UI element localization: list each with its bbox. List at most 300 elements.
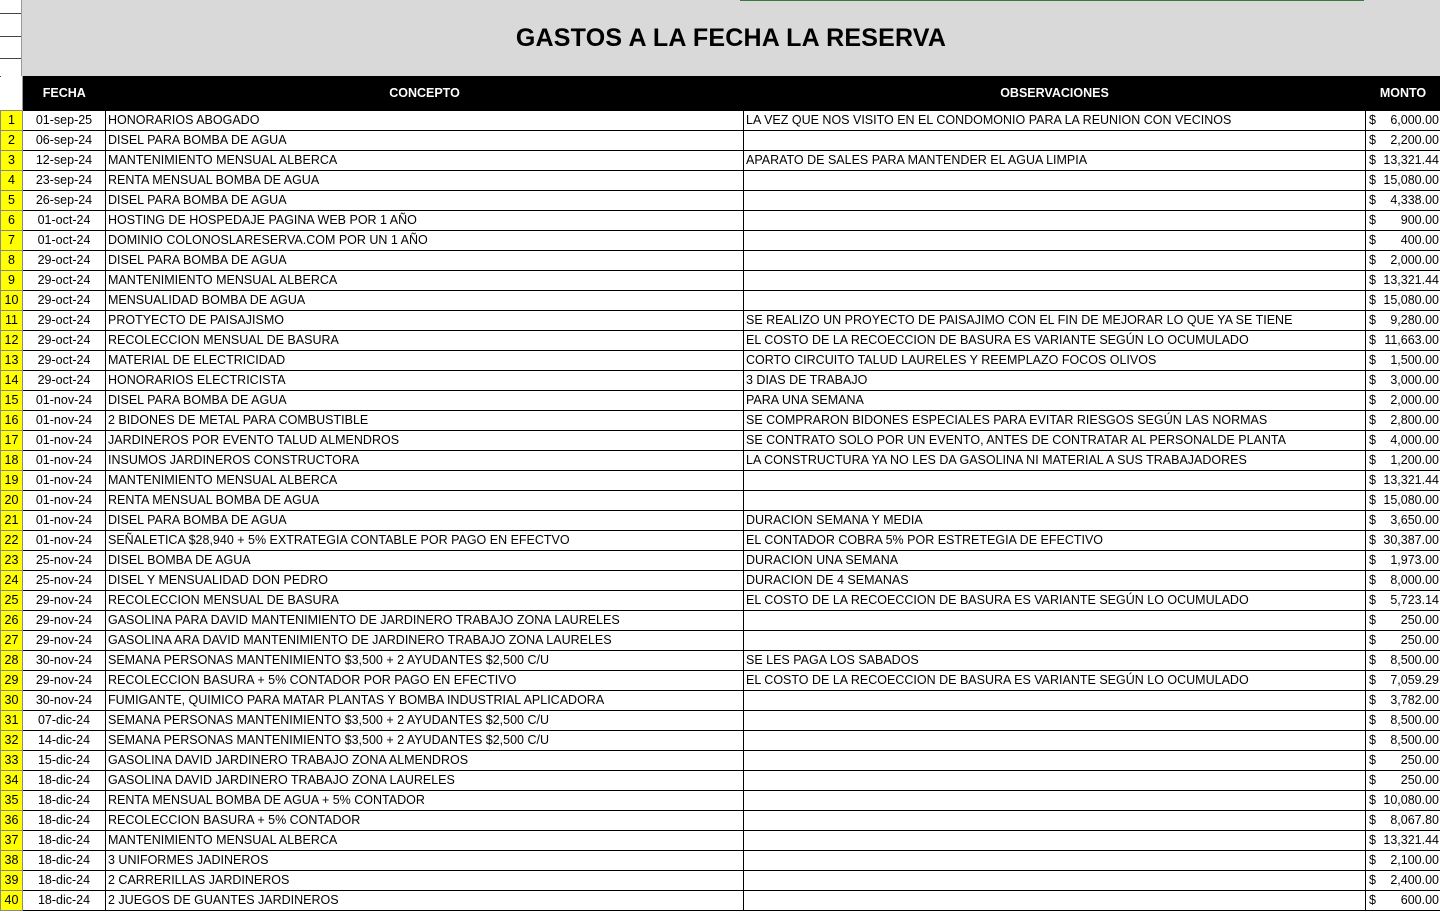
monto-cell[interactable] (1366, 250, 1440, 270)
concepto-cell[interactable]: 2 CARRERILLAS JARDINEROS (106, 870, 744, 890)
row-number-cell[interactable]: 22 (1, 530, 23, 550)
row-number-cell[interactable]: 24 (1, 570, 23, 590)
amount-value: 8,067.80 (1390, 811, 1439, 829)
fecha-cell[interactable]: 29-oct-24 (23, 370, 106, 390)
table-row (1, 310, 1440, 330)
row-number-cell[interactable]: 1 (1, 110, 23, 130)
fecha-cell[interactable]: 29-oct-24 (23, 270, 106, 290)
concepto-cell[interactable]: INSUMOS JARDINEROS CONSTRUCTORA (106, 450, 744, 470)
monto-cell[interactable] (1366, 310, 1440, 330)
amount-value: 5,723.14 (1390, 591, 1439, 609)
amount-value: 15,080.00 (1383, 491, 1439, 509)
row-number-cell[interactable]: 5 (1, 190, 23, 210)
row-number-cell[interactable]: 26 (1, 610, 23, 630)
table-row (1, 690, 1440, 710)
concepto-cell[interactable]: HONORARIOS ABOGADO (106, 110, 744, 130)
table-row (1, 230, 1440, 250)
currency-symbol: $ (1369, 231, 1376, 249)
monto-cell[interactable] (1366, 610, 1440, 630)
currency-symbol: $ (1369, 851, 1376, 869)
fecha-cell[interactable]: 14-dic-24 (23, 730, 106, 750)
amount-value: 13,321.44 (1383, 471, 1439, 489)
currency-symbol: $ (1369, 431, 1376, 449)
concepto-cell[interactable]: RECOLECCION MENSUAL DE BASURA (106, 590, 744, 610)
row-number-cell[interactable]: 17 (1, 430, 23, 450)
concepto-cell[interactable]: JARDINEROS POR EVENTO TALUD ALMENDROS (106, 430, 744, 450)
monto-cell[interactable] (1366, 830, 1440, 850)
sheet-title: GASTOS A LA FECHA LA RESERVA (516, 24, 946, 53)
table-row (1, 630, 1440, 650)
monto-cell[interactable] (1366, 230, 1440, 250)
observaciones-cell[interactable] (744, 790, 1366, 810)
concepto-cell[interactable]: DISEL PARA BOMBA DE AGUA (106, 250, 744, 270)
fecha-cell[interactable]: 01-nov-24 (23, 430, 106, 450)
table-row (1, 450, 1440, 470)
observaciones-cell[interactable]: EL COSTO DE LA RECOECCION DE BASURA ES VARIANTE SEGÚN LO OCUMULADO (744, 590, 1366, 610)
concepto-cell[interactable]: GASOLINA DAVID JARDINERO TRABAJO ZONA LAURELES (106, 770, 744, 790)
fecha-cell[interactable]: 06-sep-24 (23, 130, 106, 150)
amount-value: 15,080.00 (1383, 291, 1439, 309)
currency-symbol: $ (1369, 611, 1376, 629)
amount-value: 8,500.00 (1390, 731, 1439, 749)
fecha-cell[interactable]: 23-sep-24 (23, 170, 106, 190)
row-number-cell[interactable]: 12 (1, 330, 23, 350)
table-row (1, 670, 1440, 690)
row-number-cell[interactable]: 11 (1, 310, 23, 330)
fecha-cell[interactable]: 01-nov-24 (23, 470, 106, 490)
amount-value: 250.00 (1401, 751, 1439, 769)
table-row (1, 490, 1440, 510)
observaciones-cell[interactable]: EL COSTO DE LA RECOECCION DE BASURA ES VARIANTE SEGÚN LO OCUMULADO (744, 670, 1366, 690)
fecha-cell[interactable]: 01-nov-24 (23, 410, 106, 430)
currency-symbol: $ (1369, 491, 1376, 509)
monto-cell[interactable] (1366, 810, 1440, 830)
fecha-cell[interactable]: 01-nov-24 (23, 490, 106, 510)
table-row (1, 850, 1440, 870)
concepto-cell[interactable]: SEMANA PERSONAS MANTENIMIENTO $3,500 + 2 AYUDANTES $2,500 C/U (106, 710, 744, 730)
currency-symbol: $ (1369, 671, 1376, 689)
row-number-cell[interactable]: 25 (1, 590, 23, 610)
amount-value: 2,000.00 (1390, 391, 1439, 409)
monto-cell[interactable] (1366, 630, 1440, 650)
currency-symbol: $ (1369, 171, 1376, 189)
fecha-cell[interactable]: 15-dic-24 (23, 750, 106, 770)
table-row (1, 750, 1440, 770)
currency-symbol: $ (1369, 651, 1376, 669)
amount-value: 8,000.00 (1390, 571, 1439, 589)
monto-cell[interactable] (1366, 110, 1440, 130)
monto-cell[interactable] (1366, 650, 1440, 670)
table-row (1, 270, 1440, 290)
fecha-cell[interactable]: 26-sep-24 (23, 190, 106, 210)
table-row (1, 350, 1440, 370)
fecha-cell[interactable]: 29-oct-24 (23, 330, 106, 350)
monto-cell[interactable] (1366, 510, 1440, 530)
monto-cell[interactable] (1366, 170, 1440, 190)
currency-symbol: $ (1369, 471, 1376, 489)
observaciones-cell[interactable] (744, 770, 1366, 790)
monto-cell[interactable] (1366, 850, 1440, 870)
amount-value: 2,800.00 (1390, 411, 1439, 429)
fecha-cell[interactable]: 01-nov-24 (23, 390, 106, 410)
monto-cell[interactable] (1366, 870, 1440, 890)
concepto-cell[interactable]: HOSTING DE HOSPEDAJE PAGINA WEB POR 1 AÑO (106, 210, 744, 230)
fecha-cell[interactable]: 18-dic-24 (23, 810, 106, 830)
row-number-cell[interactable]: 9 (1, 270, 23, 290)
table-row (1, 330, 1440, 350)
header-fecha[interactable]: FECHA (23, 76, 106, 110)
concepto-cell[interactable]: HONORARIOS ELECTRICISTA (106, 370, 744, 390)
table-row (1, 470, 1440, 490)
amount-value: 1,973.00 (1390, 551, 1439, 569)
concepto-cell[interactable]: 2 JUEGOS DE GUANTES JARDINEROS (106, 890, 744, 910)
currency-symbol: $ (1369, 111, 1376, 129)
row-number-header[interactable] (1, 76, 23, 110)
observaciones-cell[interactable] (744, 630, 1366, 650)
currency-symbol: $ (1369, 211, 1376, 229)
monto-cell[interactable] (1366, 670, 1440, 690)
fecha-cell[interactable]: 29-nov-24 (23, 630, 106, 650)
table-row (1, 550, 1440, 570)
observaciones-cell[interactable] (744, 490, 1366, 510)
concepto-cell[interactable]: MENSUALIDAD BOMBA DE AGUA (106, 290, 744, 310)
concepto-cell[interactable]: DOMINIO COLONOSLARESERVA.COM POR UN 1 AÑO (106, 230, 744, 250)
monto-cell[interactable] (1366, 710, 1440, 730)
amount-value: 3,650.00 (1390, 511, 1439, 529)
concepto-cell[interactable]: MANTENIMIENTO MENSUAL ALBERCA (106, 270, 744, 290)
currency-symbol: $ (1369, 551, 1376, 569)
row-number-cell[interactable]: 15 (1, 390, 23, 410)
observaciones-cell[interactable]: EL CONTADOR COBRA 5% POR ESTRETEGIA DE EFECTIVO (744, 530, 1366, 550)
row-number-cell[interactable]: 27 (1, 630, 23, 650)
currency-symbol: $ (1369, 891, 1376, 909)
fecha-cell[interactable]: 25-nov-24 (23, 550, 106, 570)
header-observaciones[interactable]: OBSERVACIONES (744, 76, 1366, 110)
monto-cell[interactable] (1366, 550, 1440, 570)
observaciones-cell[interactable] (744, 750, 1366, 770)
monto-cell[interactable] (1366, 730, 1440, 750)
row-number-cell[interactable]: 21 (1, 510, 23, 530)
observaciones-cell[interactable] (744, 470, 1366, 490)
currency-symbol: $ (1369, 411, 1376, 429)
row-number-cell[interactable]: 13 (1, 350, 23, 370)
amount-value: 900.00 (1401, 211, 1439, 229)
observaciones-cell[interactable] (744, 690, 1366, 710)
fecha-cell[interactable]: 18-dic-24 (23, 850, 106, 870)
table-row (1, 150, 1440, 170)
table-row (1, 370, 1440, 390)
monto-cell[interactable] (1366, 750, 1440, 770)
row-number-cell[interactable]: 8 (1, 250, 23, 270)
row-number-cell[interactable]: 36 (1, 810, 23, 830)
observaciones-cell[interactable] (744, 810, 1366, 830)
concepto-cell[interactable]: GASOLINA ARA DAVID MANTENIMIENTO DE JARDINERO TRABAJO ZONA LAURELES (106, 630, 744, 650)
amount-value: 13,321.44 (1383, 271, 1439, 289)
concepto-cell[interactable]: DISEL PARA BOMBA DE AGUA (106, 190, 744, 210)
table-row (1, 590, 1440, 610)
concepto-cell[interactable]: SEMANA PERSONAS MANTENIMIENTO $3,500 + 2 AYUDANTES $2,500 C/U (106, 730, 744, 750)
observaciones-cell[interactable]: SE CONTRATO SOLO POR UN EVENTO, ANTES DE CONTRATAR AL PERSONALDE PLANTA (744, 430, 1366, 450)
fecha-cell[interactable]: 01-sep-25 (23, 110, 106, 130)
observaciones-cell[interactable]: LA VEZ QUE NOS VISITO EN EL CONDOMONIO PARA LA REUNION CON VECINOS (744, 110, 1366, 130)
amount-value: 250.00 (1401, 771, 1439, 789)
monto-cell[interactable] (1366, 290, 1440, 310)
concepto-cell[interactable]: MANTENIMIENTO MENSUAL ALBERCA (106, 830, 744, 850)
row-number-cell[interactable]: 7 (1, 230, 23, 250)
monto-cell[interactable] (1366, 210, 1440, 230)
concepto-cell[interactable]: RENTA MENSUAL BOMBA DE AGUA + 5% CONTADOR (106, 790, 744, 810)
table-row (1, 250, 1440, 270)
concepto-cell[interactable]: RENTA MENSUAL BOMBA DE AGUA (106, 170, 744, 190)
row-number-cell[interactable]: 28 (1, 650, 23, 670)
row-number-cell[interactable]: 14 (1, 370, 23, 390)
amount-value: 2,200.00 (1390, 131, 1439, 149)
fecha-cell[interactable]: 29-nov-24 (23, 670, 106, 690)
fecha-cell[interactable]: 29-oct-24 (23, 290, 106, 310)
monto-cell[interactable] (1366, 190, 1440, 210)
concepto-cell[interactable]: DISEL PARA BOMBA DE AGUA (106, 510, 744, 530)
concepto-cell[interactable]: DISEL PARA BOMBA DE AGUA (106, 130, 744, 150)
fecha-cell[interactable]: 18-dic-24 (23, 830, 106, 850)
amount-value: 4,000.00 (1390, 431, 1439, 449)
amount-value: 250.00 (1401, 631, 1439, 649)
row-number-cell[interactable]: 10 (1, 290, 23, 310)
monto-cell[interactable] (1366, 390, 1440, 410)
observaciones-cell[interactable]: 3 DIAS DE TRABAJO (744, 370, 1366, 390)
row-number-cell[interactable]: 29 (1, 670, 23, 690)
monto-cell[interactable] (1366, 530, 1440, 550)
table-row (1, 570, 1440, 590)
fecha-cell[interactable]: 01-nov-24 (23, 510, 106, 530)
monto-cell[interactable] (1366, 770, 1440, 790)
amount-value: 2,100.00 (1390, 851, 1439, 869)
row-number-cell[interactable]: 35 (1, 790, 23, 810)
fecha-cell[interactable]: 18-dic-24 (23, 770, 106, 790)
concepto-cell[interactable]: FUMIGANTE, QUIMICO PARA MATAR PLANTAS Y BOMBA INDUSTRIAL APLICADORA (106, 690, 744, 710)
monto-cell[interactable] (1366, 330, 1440, 350)
concepto-cell[interactable]: SEÑALETICA $28,940 + 5% EXTRATEGIA CONTABLE POR PAGO EN EFECTVO (106, 530, 744, 550)
observaciones-cell[interactable]: DURACION DE 4 SEMANAS (744, 570, 1366, 590)
currency-symbol: $ (1369, 691, 1376, 709)
amount-value: 13,321.44 (1383, 151, 1439, 169)
currency-symbol: $ (1369, 811, 1376, 829)
concepto-cell[interactable]: GASOLINA DAVID JARDINERO TRABAJO ZONA ALMENDROS (106, 750, 744, 770)
amount-value: 3,000.00 (1390, 371, 1439, 389)
fecha-cell[interactable]: 12-sep-24 (23, 150, 106, 170)
fecha-cell[interactable]: 29-oct-24 (23, 310, 106, 330)
fecha-cell[interactable]: 30-nov-24 (23, 690, 106, 710)
observaciones-cell[interactable]: EL COSTO DE LA RECOECCION DE BASURA ES VARIANTE SEGÚN LO OCUMULADO (744, 330, 1366, 350)
currency-symbol: $ (1369, 451, 1376, 469)
selection-edge (740, 0, 1364, 1)
observaciones-cell[interactable]: SE COMPRARON BIDONES ESPECIALES PARA EVITAR RIESGOS SEGÚN LAS NORMAS (744, 410, 1366, 430)
concepto-cell[interactable]: 2 BIDONES DE METAL PARA COMBUSTIBLE (106, 410, 744, 430)
row-number-cell[interactable]: 20 (1, 490, 23, 510)
concepto-cell[interactable]: RENTA MENSUAL BOMBA DE AGUA (106, 490, 744, 510)
concepto-cell[interactable]: 3 UNIFORMES JADINEROS (106, 850, 744, 870)
concepto-cell[interactable]: RECOLECCION MENSUAL DE BASURA (106, 330, 744, 350)
monto-cell[interactable] (1366, 270, 1440, 290)
fecha-cell[interactable]: 29-nov-24 (23, 610, 106, 630)
observaciones-cell[interactable] (744, 870, 1366, 890)
currency-symbol: $ (1369, 371, 1376, 389)
monto-cell[interactable] (1366, 690, 1440, 710)
fecha-cell[interactable]: 25-nov-24 (23, 570, 106, 590)
concepto-cell[interactable]: MANTENIMIENTO MENSUAL ALBERCA (106, 470, 744, 490)
currency-symbol: $ (1369, 131, 1376, 149)
table-row (1, 170, 1440, 190)
concepto-cell[interactable]: MATERIAL DE ELECTRICIDAD (106, 350, 744, 370)
observaciones-cell[interactable] (744, 270, 1366, 290)
monto-cell[interactable] (1366, 570, 1440, 590)
observaciones-cell[interactable]: SE REALIZO UN PROYECTO DE PAISAJIMO CON EL FIN DE MEJORAR LO QUE YA SE TIENE (744, 310, 1366, 330)
observaciones-cell[interactable]: LA CONSTRUCTURA YA NO LES DA GASOLINA NI MATERIAL A SUS TRABAJADORES (744, 450, 1366, 470)
table-row (1, 510, 1440, 530)
table-row (1, 290, 1440, 310)
currency-symbol: $ (1369, 591, 1376, 609)
table-row (1, 870, 1440, 890)
amount-value: 1,500.00 (1390, 351, 1439, 369)
title-cell[interactable] (22, 0, 1440, 76)
fecha-cell[interactable]: 18-dic-24 (23, 790, 106, 810)
row-number-cell[interactable]: 23 (1, 550, 23, 570)
fecha-cell[interactable]: 18-dic-24 (23, 890, 106, 910)
amount-value: 600.00 (1401, 891, 1439, 909)
observaciones-cell[interactable] (744, 210, 1366, 230)
observaciones-cell[interactable]: SE LES PAGA LOS SABADOS (744, 650, 1366, 670)
currency-symbol: $ (1369, 711, 1376, 729)
fecha-cell[interactable]: 01-oct-24 (23, 210, 106, 230)
monto-cell[interactable] (1366, 130, 1440, 150)
currency-symbol: $ (1369, 251, 1376, 269)
observaciones-cell[interactable] (744, 730, 1366, 750)
monto-cell[interactable] (1366, 150, 1440, 170)
currency-symbol: $ (1369, 831, 1376, 849)
currency-symbol: $ (1369, 151, 1376, 169)
fecha-cell[interactable]: 18-dic-24 (23, 870, 106, 890)
table-row (1, 770, 1440, 790)
row-number-cell[interactable]: 34 (1, 770, 23, 790)
table-row (1, 190, 1440, 210)
concepto-cell[interactable]: SEMANA PERSONAS MANTENIMIENTO $3,500 + 2 AYUDANTES $2,500 C/U (106, 650, 744, 670)
observaciones-cell[interactable] (744, 290, 1366, 310)
observaciones-cell[interactable]: PARA UNA SEMANA (744, 390, 1366, 410)
row-number-cell[interactable]: 37 (1, 830, 23, 850)
amount-value: 15,080.00 (1383, 171, 1439, 189)
amount-value: 1,200.00 (1390, 451, 1439, 469)
row-number-cell[interactable]: 19 (1, 470, 23, 490)
row-number-cell[interactable]: 30 (1, 690, 23, 710)
monto-cell[interactable] (1366, 350, 1440, 370)
fecha-cell[interactable]: 29-oct-24 (23, 250, 106, 270)
concepto-cell[interactable]: DISEL Y MENSUALIDAD DON PEDRO (106, 570, 744, 590)
observaciones-cell[interactable] (744, 890, 1366, 910)
monto-cell[interactable] (1366, 890, 1440, 910)
observaciones-cell[interactable] (744, 130, 1366, 150)
observaciones-cell[interactable] (744, 170, 1366, 190)
row-number-cell[interactable]: 18 (1, 450, 23, 470)
currency-symbol: $ (1369, 791, 1376, 809)
row-number-cell[interactable]: 6 (1, 210, 23, 230)
observaciones-cell[interactable] (744, 250, 1366, 270)
concepto-cell[interactable]: DISEL BOMBA DE AGUA (106, 550, 744, 570)
amount-value: 4,338.00 (1390, 191, 1439, 209)
header-row (1, 76, 1440, 110)
row-number-cell[interactable]: 38 (1, 850, 23, 870)
fecha-cell[interactable]: 29-nov-24 (23, 590, 106, 610)
concepto-cell[interactable]: GASOLINA PARA DAVID MANTENIMIENTO DE JARDINERO TRABAJO ZONA LAURELES (106, 610, 744, 630)
fecha-cell[interactable]: 07-dic-24 (23, 710, 106, 730)
concepto-cell[interactable]: MANTENIMIENTO MENSUAL ALBERCA (106, 150, 744, 170)
fecha-cell[interactable]: 30-nov-24 (23, 650, 106, 670)
observaciones-cell[interactable] (744, 230, 1366, 250)
currency-symbol: $ (1369, 631, 1376, 649)
fecha-cell[interactable]: 29-oct-24 (23, 350, 106, 370)
monto-cell[interactable] (1366, 430, 1440, 450)
row-number-cell[interactable]: 4 (1, 170, 23, 190)
observaciones-cell[interactable] (744, 190, 1366, 210)
currency-symbol: $ (1369, 751, 1376, 769)
amount-value: 8,500.00 (1390, 711, 1439, 729)
table-row (1, 810, 1440, 830)
header-monto[interactable]: MONTO (1366, 76, 1440, 110)
monto-cell[interactable] (1366, 470, 1440, 490)
observaciones-cell[interactable] (744, 610, 1366, 630)
amount-value: 250.00 (1401, 611, 1439, 629)
monto-cell[interactable] (1366, 790, 1440, 810)
monto-cell[interactable] (1366, 490, 1440, 510)
observaciones-cell[interactable] (744, 830, 1366, 850)
row-number-cell[interactable]: 39 (1, 870, 23, 890)
currency-symbol: $ (1369, 871, 1376, 889)
row-number-cell[interactable]: 33 (1, 750, 23, 770)
observaciones-cell[interactable] (744, 710, 1366, 730)
fecha-cell[interactable]: 01-nov-24 (23, 450, 106, 470)
amount-value: 2,400.00 (1390, 871, 1439, 889)
monto-cell[interactable] (1366, 590, 1440, 610)
row-number-cell[interactable]: 3 (1, 150, 23, 170)
currency-symbol: $ (1369, 271, 1376, 289)
fecha-cell[interactable]: 01-nov-24 (23, 530, 106, 550)
observaciones-cell[interactable] (744, 850, 1366, 870)
concepto-cell[interactable]: RECOLECCION BASURA + 5% CONTADOR (106, 810, 744, 830)
concepto-cell[interactable]: DISEL PARA BOMBA DE AGUA (106, 390, 744, 410)
row-number-cell[interactable]: 40 (1, 890, 23, 910)
header-concepto[interactable]: CONCEPTO (106, 76, 744, 110)
monto-cell[interactable] (1366, 370, 1440, 390)
concepto-cell[interactable]: RECOLECCION BASURA + 5% CONTADOR POR PAGO EN EFECTIVO (106, 670, 744, 690)
row-number-cell[interactable]: 32 (1, 730, 23, 750)
observaciones-cell[interactable]: DURACION SEMANA Y MEDIA (744, 510, 1366, 530)
table-row (1, 610, 1440, 630)
monto-cell[interactable] (1366, 450, 1440, 470)
currency-symbol: $ (1369, 511, 1376, 529)
observaciones-cell[interactable]: DURACION UNA SEMANA (744, 550, 1366, 570)
table-row (1, 710, 1440, 730)
row-number-cell[interactable]: 16 (1, 410, 23, 430)
concepto-cell[interactable]: PROTYECTO DE PAISAJISMO (106, 310, 744, 330)
fecha-cell[interactable]: 01-oct-24 (23, 230, 106, 250)
monto-cell[interactable] (1366, 410, 1440, 430)
currency-symbol: $ (1369, 391, 1376, 409)
currency-symbol: $ (1369, 531, 1376, 549)
currency-symbol: $ (1369, 331, 1376, 349)
currency-symbol: $ (1369, 731, 1376, 749)
row-number-cell[interactable]: 31 (1, 710, 23, 730)
observaciones-cell[interactable]: CORTO CIRCUITO TALUD LAURELES Y REEMPLAZO FOCOS OLIVOS (744, 350, 1366, 370)
observaciones-cell[interactable]: APARATO DE SALES PARA MANTENDER EL AGUA LIMPIA (744, 150, 1366, 170)
row-number-cell[interactable]: 2 (1, 130, 23, 150)
